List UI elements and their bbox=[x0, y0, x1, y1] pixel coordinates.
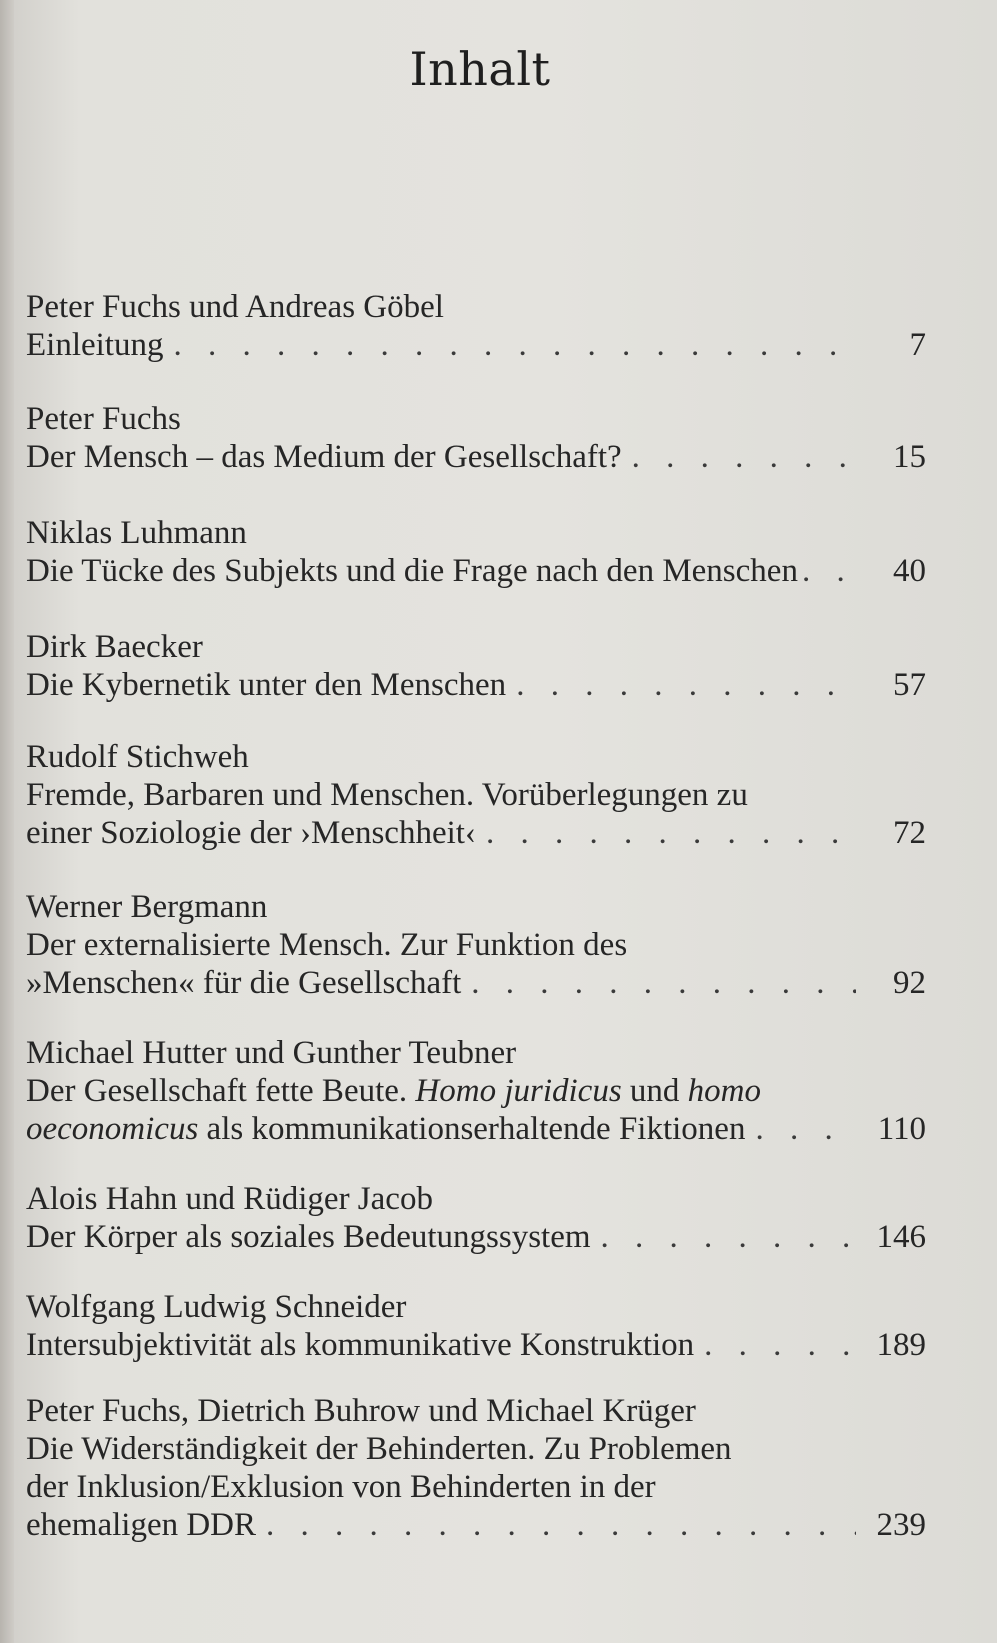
toc-entry bbox=[26, 1392, 926, 1544]
toc-page-number: 189 bbox=[876, 1327, 926, 1363]
toc-title-line bbox=[26, 1110, 926, 1148]
toc-entry bbox=[26, 1034, 926, 1148]
leader-dots bbox=[704, 1326, 856, 1364]
toc-title: Die Kybernetik unter den Menschen bbox=[26, 667, 507, 703]
toc-title-line bbox=[26, 964, 926, 1002]
leader-dots bbox=[266, 1506, 856, 1544]
toc-title-line: Fremde, Barbaren und Menschen. Vorüberlegungen zu bbox=[26, 777, 748, 813]
toc-title: ehemaligen DDR bbox=[26, 1507, 257, 1543]
toc-author: Peter Fuchs, Dietrich Buhrow und Michael Krüger bbox=[26, 1393, 696, 1429]
toc-entry bbox=[26, 514, 926, 590]
toc-author: Michael Hutter und Gunther Teubner bbox=[26, 1035, 517, 1071]
toc-page-number: 7 bbox=[909, 327, 926, 363]
toc-page-number: 239 bbox=[876, 1507, 926, 1543]
toc-author: Dirk Baecker bbox=[26, 629, 203, 665]
leader-dots bbox=[802, 552, 862, 590]
toc-title-line bbox=[26, 814, 926, 852]
leader-dots bbox=[755, 1110, 856, 1148]
leader-dots bbox=[516, 666, 856, 704]
toc-title: »Menschen« für die Gesellschaft bbox=[26, 965, 462, 1001]
toc-title: Die Tücke des Subjekts und die Frage nach den Menschen bbox=[26, 553, 798, 589]
toc-page-number: 57 bbox=[893, 667, 926, 703]
toc-title-line: Der externalisierte Mensch. Zur Funktion des bbox=[26, 927, 628, 963]
toc-page-number: 72 bbox=[893, 815, 926, 851]
toc-title-part-italic: oeconomicus bbox=[26, 1111, 199, 1147]
toc-entry bbox=[26, 888, 926, 1002]
toc-title-line bbox=[26, 1072, 926, 1110]
toc-entry bbox=[26, 628, 926, 704]
toc-title: Der Mensch – das Medium der Gesellschaft? bbox=[26, 439, 622, 475]
toc-page-number: 40 bbox=[893, 553, 926, 589]
toc-author: Wolfgang Ludwig Schneider bbox=[26, 1289, 407, 1325]
toc-page-number: 110 bbox=[877, 1111, 926, 1147]
leader-dots bbox=[471, 964, 856, 1002]
toc-page-number: 146 bbox=[876, 1219, 926, 1255]
leader-dots bbox=[173, 326, 856, 364]
toc-author: Alois Hahn und Rüdiger Jacob bbox=[26, 1181, 433, 1217]
page-gutter-shadow bbox=[0, 0, 14, 1643]
toc-author: Peter Fuchs bbox=[26, 401, 181, 437]
toc-title-part: Der Gesellschaft fette Beute. bbox=[26, 1073, 416, 1109]
toc-title: einer Soziologie der ›Menschheit‹ bbox=[26, 815, 476, 851]
toc-author: Werner Bergmann bbox=[26, 889, 268, 925]
toc-title-line bbox=[26, 326, 926, 364]
toc-title: Der Körper als soziales Bedeutungssystem bbox=[26, 1219, 591, 1255]
toc-entry bbox=[26, 1288, 926, 1364]
leader-dots bbox=[601, 1218, 856, 1256]
toc-entry bbox=[26, 288, 926, 364]
leader-dots bbox=[486, 814, 856, 852]
toc-title-part-italic: Homo juridicus bbox=[415, 1073, 622, 1109]
toc-title: Intersubjektivität als kommunikative Konstruktion bbox=[26, 1327, 695, 1363]
toc-title-line bbox=[26, 552, 926, 590]
toc-title-line bbox=[26, 1326, 926, 1364]
toc-entry bbox=[26, 1180, 926, 1256]
toc-author: Peter Fuchs und Andreas Göbel bbox=[26, 289, 444, 325]
toc-title-part: als kommunikationserhaltende Fiktionen bbox=[198, 1111, 746, 1147]
toc-title-line bbox=[26, 666, 926, 704]
toc-title-part: und bbox=[621, 1073, 688, 1109]
toc-author: Rudolf Stichweh bbox=[26, 739, 249, 775]
toc-title: Einleitung bbox=[26, 327, 164, 363]
toc-author: Niklas Luhmann bbox=[26, 515, 247, 551]
toc-title-line: Die Widerständigkeit der Behinderten. Zu Problemen bbox=[26, 1431, 732, 1467]
leader-dots bbox=[632, 438, 856, 476]
toc-entry bbox=[26, 400, 926, 476]
toc-page-number: 92 bbox=[893, 965, 926, 1001]
toc-title-line bbox=[26, 1506, 926, 1544]
toc-title bbox=[26, 1110, 745, 1148]
toc-title-part-italic: homo bbox=[687, 1073, 762, 1109]
toc-page-number: 15 bbox=[893, 439, 926, 475]
toc-entry bbox=[26, 738, 926, 852]
toc-title-line bbox=[26, 438, 926, 476]
page-title: Inhalt bbox=[409, 42, 551, 96]
toc-title-line bbox=[26, 1218, 926, 1256]
toc-title-line: der Inklusion/Exklusion von Behinderten in der bbox=[26, 1469, 656, 1505]
